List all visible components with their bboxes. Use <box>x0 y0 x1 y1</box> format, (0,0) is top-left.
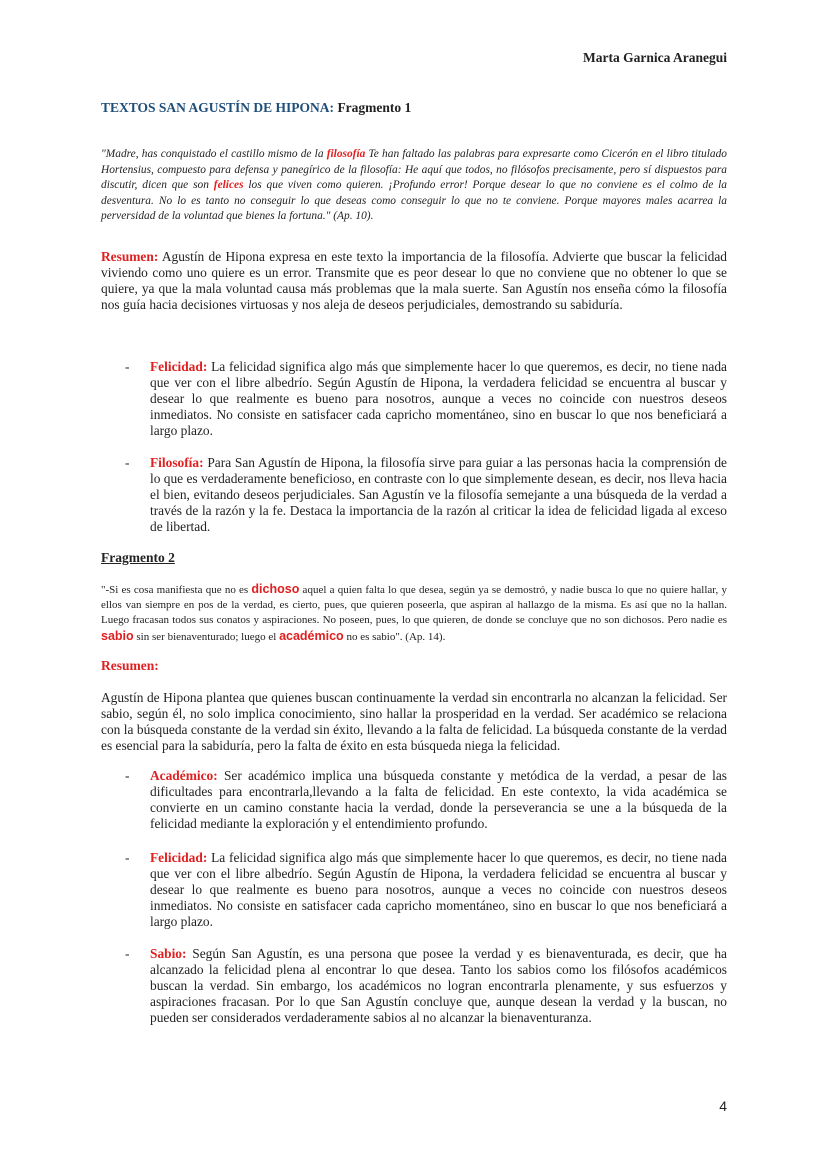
bullet-text: La felicidad significa algo más que simplemente hacer lo que queremos, es decir, no tiene nada que ver con el libre albedrío. Según Agustín de Hipona, la verdadera felicidad se encuentra al buscar y desear lo que realmente es bueno para nosotros, aunque a veces no coincide con nuestros deseos inmediatos. No consiste en satisfacer cada capricho momentáneo, sino en buscar lo que nos beneficiará a largo plazo. <box>150 359 727 438</box>
quote2-highlight-sabio: sabio <box>101 628 134 643</box>
bullet-text: La felicidad significa algo más que simplemente hacer lo que queremos, es decir, no tiene nada que ver con el libre albedrío. Según Agustín de Hipona, la verdadera felicidad se encuentra al buscar y desear lo que realmente es bueno para nosotros, aunque a veces no coincide con nuestros deseos inmediatos. No consiste en satisfacer cada capricho momentáneo, sino en buscar lo que nos beneficiará a largo plazo. <box>150 850 727 929</box>
bullet-dash: - <box>125 946 130 961</box>
quote-fragment-1 <box>101 147 727 225</box>
quote2-highlight-dichoso: dichoso <box>251 582 300 596</box>
quote2-part1: "-Si es cosa manifiesta que no es <box>101 584 252 596</box>
quote2-part2: aquel a quien falta lo que desea, según ya se demostró, y nadie busca lo que no quiere hallar, y ellos van siempre en pos de la verdad, es cierto, pues, que quieren poseerla, que aspiran al hallazgo de la misma. Es así que no la hallan. Luego fracasan todos sus conatos y aspiraciones. No poseen, pues, lo que quieren, de donde se concluye que no son dichosos. Pero nadie es <box>101 584 727 627</box>
bullet-felicidad-1 <box>125 359 727 439</box>
quote1-part3: los que viven como quieren. ¡Profundo error! Porque desear lo que no conviene es el colmo de la desventura. No lo es tanto no conseguir lo que deseas como conseguir lo que no te conviene. Porque mayores males acarrea la perversidad de la voluntad que bienes la fortuna." (Ap. 10). <box>101 179 728 223</box>
bullet-label: Felicidad: <box>150 850 208 865</box>
resumen1-text: Agustín de Hipona expresa en este texto la importancia de la filosofía. Advierte que buscar la felicidad viviendo como uno quiere es un error. Transmite que es peor desear lo que no conviene que no obtener lo que se quiere, ya que la mala voluntad causa más problemas que la mala suerte. San Agustín nos enseña cómo la filosofía nos guía hacia decisiones virtuosas y nos aleja de deseos perjudiciales, demostrando su sabiduría. <box>101 249 727 312</box>
author-name: Marta Garnica Aranegui <box>583 50 727 65</box>
quote1-part1: "Madre, has conquistado el castillo mismo de la <box>101 148 327 160</box>
resumen-1 <box>101 249 727 313</box>
title-fragment: Fragmento 1 <box>337 100 412 115</box>
bullet-dash: - <box>125 850 130 865</box>
bullet-label: Académico: <box>150 768 218 783</box>
quote1-highlight-felices: felices <box>213 179 244 192</box>
bullet-dash: - <box>125 359 130 374</box>
quote-fragment-2 <box>101 582 727 645</box>
bullet-label: Felicidad: <box>150 359 208 374</box>
bullet-dash: - <box>125 455 130 470</box>
bullet-label: Filosofía: <box>150 455 204 470</box>
bullet-label: Sabio: <box>150 946 187 961</box>
resumen-2-label: Resumen: <box>101 658 159 673</box>
bullet-text: Ser académico implica una búsqueda constante y metódica de la verdad, a pesar de las dificultades para encontrarla,llevando a la falta de felicidad. En este contexto, la vida académica se convierte en un camino constante hacia la verdad, donde la perseverancia se une a la búsqueda de la felicidad mediante la exploración y el entendimiento profundo. <box>150 768 727 831</box>
bullet-text: Para San Agustín de Hipona, la filosofía sirve para guiar a las personas hacia la comprensión de lo que es verdaderamente beneficioso, en contraste con lo que simplemente desean, es decir, nos lleva hacia el bien, evitando deseos perjudiciales. San Agustín ve la filosofía semejante a una búsqueda de la verdad a través de la razón y la fe. Destaca la importancia de la razón al criticar la idea de felicidad ligada al exceso de libertad. <box>150 455 727 534</box>
resumen-2-text: Agustín de Hipona plantea que quienes buscan continuamente la verdad sin encontrarla no alcanzan la felicidad. Ser sabio, según él, no solo implica conocimiento, sino hallar la prosperidad en la verdad. Ser académico se relaciona con la búsqueda constante de la verdad sin éxito, llevando a la falta de felicidad. La búsqueda constante de la verdad es esencial para la sabiduría, pero la falta de éxito en esta búsqueda niega la felicidad. <box>101 690 727 753</box>
page-title <box>101 100 411 116</box>
quote1-highlight-filosofia: filosofía <box>326 148 366 160</box>
bullet-felicidad-2 <box>125 850 727 930</box>
bullet-sabio <box>125 946 727 1026</box>
resumen1-label: Resumen: <box>101 249 159 264</box>
bullet-academico <box>125 768 727 832</box>
quote2-highlight-academico: académico <box>279 628 344 643</box>
fragment-2-heading: Fragmento 2 <box>101 550 175 565</box>
page-number: 4 <box>719 1098 727 1114</box>
quote1-part2: Te han faltado las palabras para expresarte como Cicerón en el libro titulado Hortensius, compuesto para defensa y panegírico de la filosofía: He aquí que todos, no filósofos precisamente, pero sí dispuestos para discutir, dicen que son <box>101 148 727 192</box>
bullet-filosofia <box>125 455 727 535</box>
bullet-dash: - <box>125 768 130 783</box>
title-main: TEXTOS SAN AGUSTÍN DE HIPONA: <box>101 100 335 115</box>
quote2-part3: sin ser bienaventurado; luego el <box>133 630 280 643</box>
quote2-part4: no es sabio". (Ap. 14). <box>343 630 446 643</box>
bullet-text: Según San Agustín, es una persona que posee la verdad y es bienaventurada, es decir, que ha alcanzado la felicidad plena al encontrar lo que desea. Tanto los sabios como los filósofos académicos buscan la verdad. Sin embargo, los académicos no logran encontrarla plenamente, y sus esfuerzos y aspiraciones fracasan. Por lo que San Agustín concluye que, aunque desean la verdad y la buscan, no pueden ser considerados verdaderamente sabios al no alcanzar la bienaventuranza. <box>150 946 727 1025</box>
